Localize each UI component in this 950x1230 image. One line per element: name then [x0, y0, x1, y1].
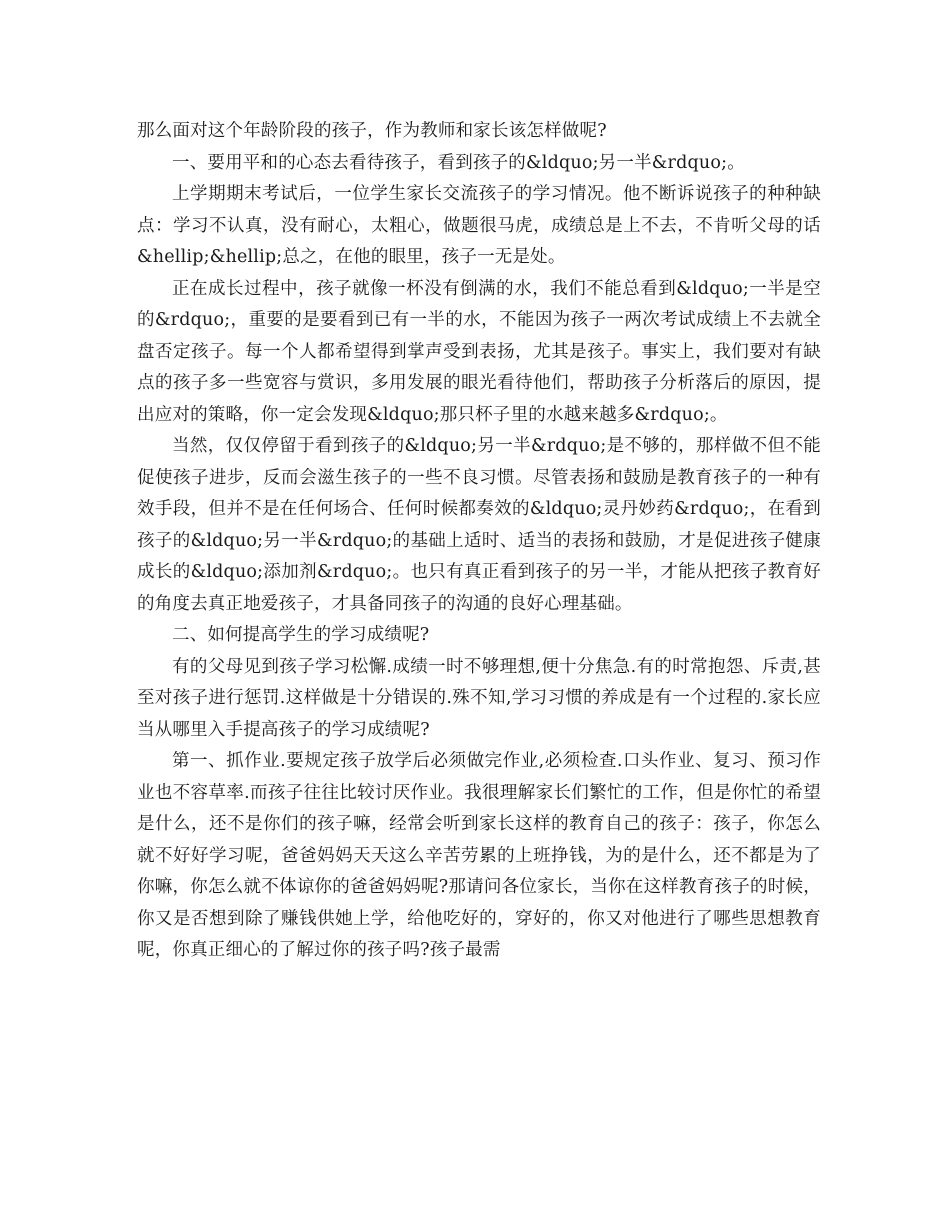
paragraph-praise-limits: 当然，仅仅停留于看到孩子的&ldquo;另一半&rdquo;是不够的，那样做不但不能促使孩子进步，反而会滋生孩子的一些不良习惯。尽管表扬和鼓励是教育孩子的一种有效手段，但并不是在任何场合、任何时候都奏效的&ldquo;灵丹妙药&rdquo;，在看到孩子的&ldquo;另一半&rdquo;的基础上适时、适当的表扬和鼓励，才是促进孩子健康成长的&ldquo;添加剂&rdquo;。也只有真正看到孩子的另一半，才能从把孩子教育好的角度去真正地爱孩子，才具备同孩子的沟通的良好心理基础。 — [137, 436, 821, 614]
document-body — [137, 116, 821, 967]
section-heading-1: 一、要用平和的心态去看待孩子，看到孩子的&ldquo;另一半&rdquo;。 — [172, 152, 745, 173]
paragraph-parents-anxiety: 有的父母见到孩子学习松懈.成绩一时不够理想,便十分焦急.有的时常抱怨、斥责,甚至对孩子进行惩罚.这样做是十分错误的.殊不知,学习习惯的养成是有一个过程的.家长应当从哪里入手提高孩子的学习成绩呢? — [137, 656, 821, 740]
paragraph-parent-conversation: 上学期期末考试后，一位学生家长交流孩子的学习情况。他不断诉说孩子的种种缺点：学习不认真，没有耐心，太粗心，做题很马虎，成绩总是上不去，不肯听父母的话&hellip;&hellip;总之，在他的眼里，孩子一无是处。 — [137, 184, 821, 267]
section-heading-2: 二、如何提高学生的学习成绩呢? — [172, 625, 430, 645]
paragraph-half-glass: 正在成长过程中，孩子就像一杯没有倒满的水，我们不能总看到&ldquo;一半是空的&rdquo;，重要的是要看到已有一半的水，不能因为孩子一两次考试成绩上不去就全盘否定孩子。每一个人都希望得到掌声受到表扬，尤其是孩子。事实上，我们要对有缺点的孩子多一些宽容与赏识，多用发展的眼光看待他们，帮助孩子分析落后的原因，提出应对的策略，你一定会发现&ldquo;那只杯子里的水越来越多&rdquo;。 — [137, 278, 821, 425]
paragraph-intro-question: 那么面对这个年龄阶段的孩子，作为教师和家长该怎样做呢? — [137, 121, 607, 141]
paragraph-homework: 第一、抓作业.要规定孩子放学后必须做完作业,必须检查.口头作业、复习、预习作业也不容草率.而孩子往往比较讨厌作业。我很理解家长们繁忙的工作，但是你忙的希望是什么，还不是你们的孩子嘛，经常会听到家长这样的教育自己的孩子：孩子，你怎么就不好好学习呢，爸爸妈妈天天这么辛苦劳累的上班挣钱，为的是什么，还不都是为了你嘛，你怎么就不体谅你的爸爸妈妈呢?那请问各位家长，当你在这样教育孩子的时候，你又是否想到除了赚钱供她上学，给他吃好的，穿好的，你又对他进行了哪些思想教育呢，你真正细心的了解过你的孩子吗?孩子最需 — [137, 751, 821, 960]
